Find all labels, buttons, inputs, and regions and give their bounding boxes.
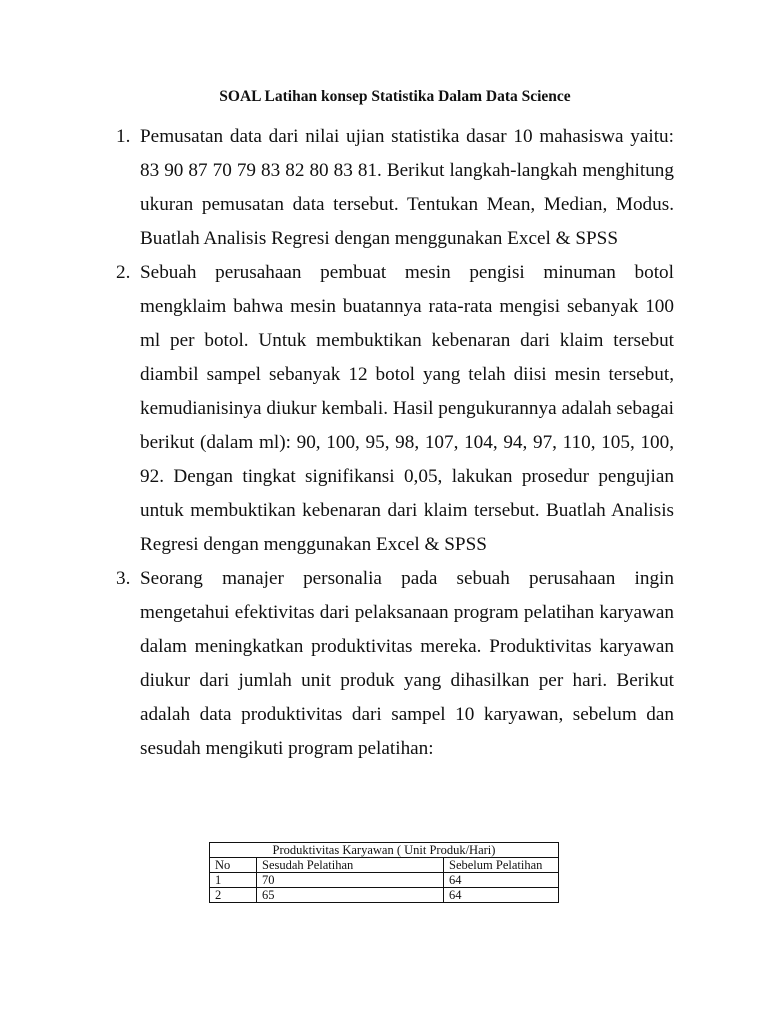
question-text: Pemusatan data dari nilai ujian statistika dasar 10 mahasiswa yaitu: 83 90 87 70 79 83 82 80 83 81. Berikut langkah-langkah menghitung ukuran pemusatan data tersebut. Tentukan Mean, Median, Modus. Buatlah Analisis Regresi dengan menggunakan Excel & SPSS (140, 126, 674, 249)
question-item (116, 256, 674, 562)
question-list (116, 120, 674, 766)
table-row (210, 888, 559, 903)
document-title: SOAL Latihan konsep Statistika Dalam Data Science (219, 88, 571, 105)
table-caption-row (210, 843, 559, 858)
column-header-no: No (210, 858, 257, 873)
table-cell: 2 (210, 888, 257, 903)
table-cell: 1 (210, 873, 257, 888)
table-row (210, 873, 559, 888)
question-item (116, 120, 674, 256)
question-text: Sebuah perusahaan pembuat mesin pengisi minuman botol mengklaim bahwa mesin buatannya rata-rata mengisi sebanyak 100 ml per botol. Untuk membuktikan kebenaran dari klaim tersebut diambil sampel sebanyak 12 botol yang telah diisi mesin tersebut, kemudianisinya diukur kembali. Hasil pengukurannya adalah sebagai berikut (dalam ml): 90, 100, 95, 98, 107, 104, 94, 97, 110, 105, 100, 92. Dengan tingkat signifikansi 0,05, lakukan prosedur pengujian untuk membuktikan kebenaran dari klaim tersebut. Buatlah Analisis Regresi dengan menggunakan Excel & SPSS (140, 262, 674, 555)
table-cell: 64 (444, 888, 559, 903)
question-number: 1. (116, 126, 131, 147)
question-number: 3. (116, 568, 131, 589)
column-header-after: Sesudah Pelatihan (257, 858, 444, 873)
table-header-row (210, 858, 559, 873)
column-header-before: Sebelum Pelatihan (444, 858, 559, 873)
table-cell: 65 (257, 888, 444, 903)
table-caption: Produktivitas Karyawan ( Unit Produk/Hari) (210, 843, 559, 858)
productivity-table (209, 842, 559, 903)
table-cell: 70 (257, 873, 444, 888)
question-number: 2. (116, 262, 131, 283)
table-cell: 64 (444, 873, 559, 888)
question-text: Seorang manajer personalia pada sebuah perusahaan ingin mengetahui efektivitas dari pelaksanaan program pelatihan karyawan dalam meningkatkan produktivitas mereka. Produktivitas karyawan diukur dari jumlah unit produk yang dihasilkan per hari. Berikut adalah data produktivitas dari sampel 10 karyawan, sebelum dan sesudah mengikuti program pelatihan: (140, 568, 674, 759)
question-item (116, 562, 674, 766)
